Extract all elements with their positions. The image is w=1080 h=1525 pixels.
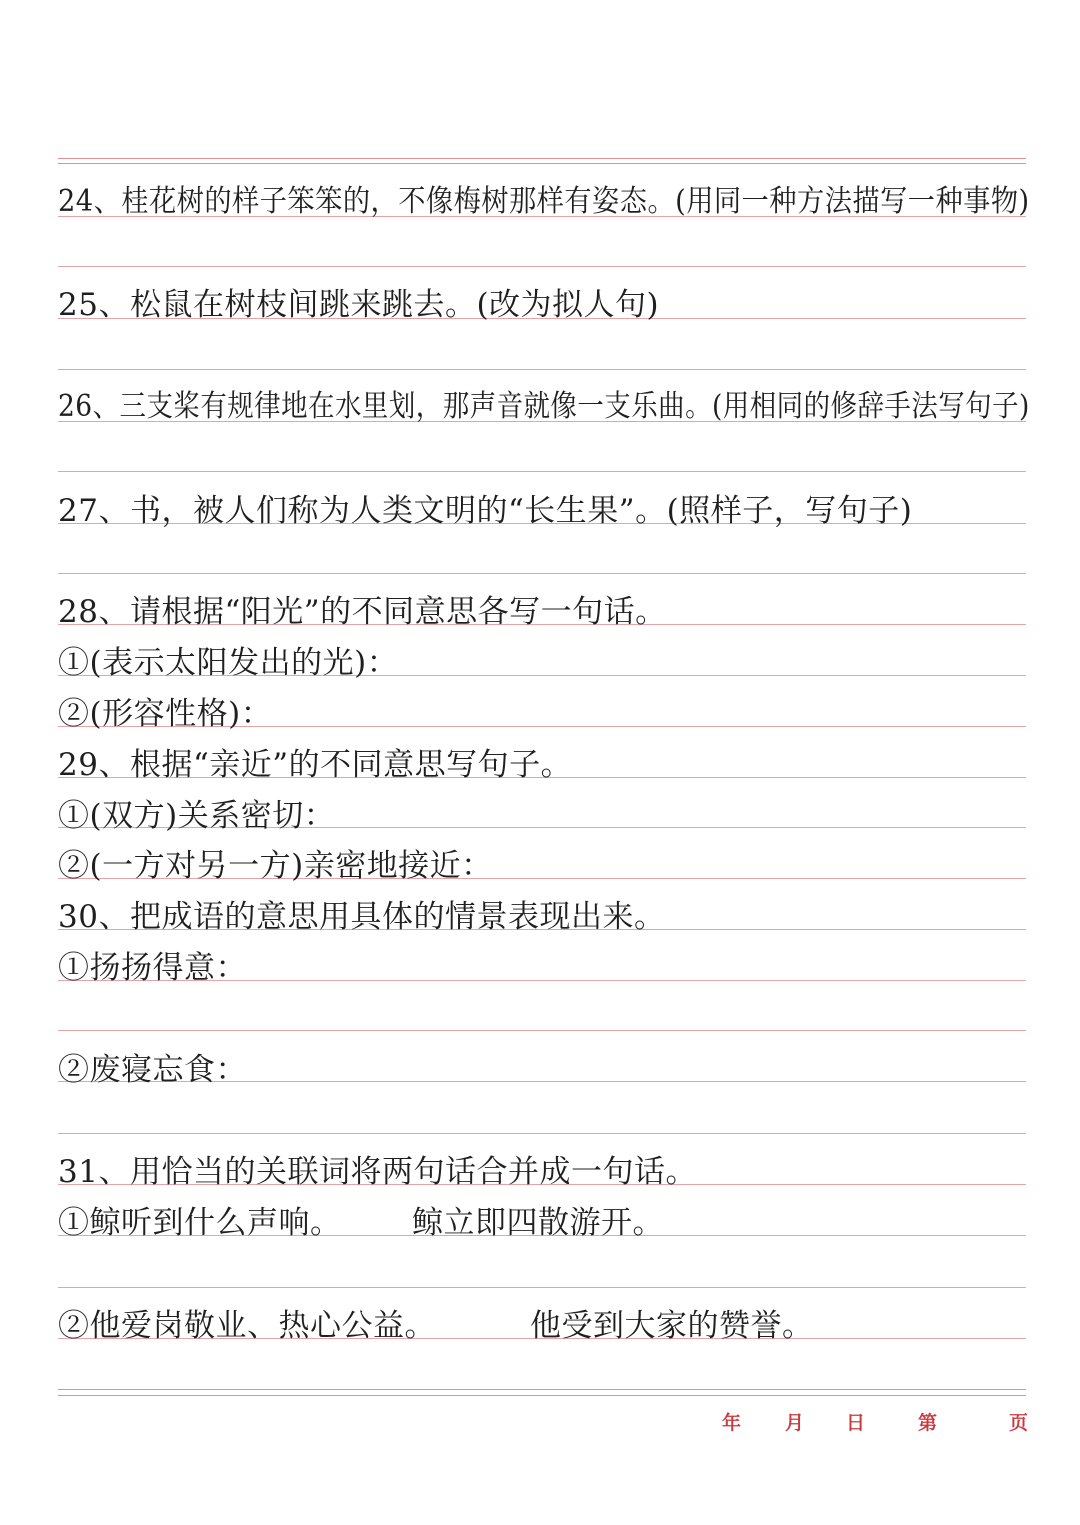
question-31-option-1-part-2: 鲸立即四散游开。 [412,1205,664,1241]
question-31-option-2-part-1: ②他爱岗敬业、热心公益。 [58,1308,436,1344]
ruled-line [58,266,1026,267]
ruled-line [58,1030,1026,1031]
question-30-option-2: ②废寝忘食： [58,1052,247,1088]
header-rule-top [58,158,1026,159]
ruled-line [58,369,1026,370]
footer-month: 月 [785,1412,805,1434]
question-31: 31、用恰当的关联词将两句话合并成一句话。 [58,1154,697,1190]
question-24: 24、桂花树的样子笨笨的，不像梅树那样有姿态。(用同一种方法描写一种事物) [58,184,1030,219]
question-30: 30、把成语的意思用具体的情景表现出来。 [58,899,666,935]
footer-rule-bottom [58,1395,1026,1396]
footer-rule-top [58,1389,1026,1390]
question-29-option-1: ①(双方)关系密切： [58,798,336,834]
question-28-option-2: ②(形容性格)： [58,696,273,732]
question-29-option-2: ②(一方对另一方)亲密地接近： [58,848,493,884]
ruled-line [58,471,1026,472]
question-27: 27、书，被人们称为人类文明的“长生果”。(照样子，写句子) [58,493,913,529]
question-25: 25、松鼠在树枝间跳来跳去。(改为拟人句) [58,287,660,323]
ruled-line [58,1133,1026,1134]
question-31-option-2-part-2: 他受到大家的赞誉。 [530,1308,814,1344]
header-rule-bottom [58,163,1026,164]
footer-di: 第 [918,1412,938,1434]
question-28-option-1: ①(表示太阳发出的光)： [58,645,399,681]
question-31-option-1-part-1: ①鲸听到什么声响。 [58,1205,342,1241]
question-28: 28、请根据“阳光”的不同意思各写一句话。 [58,594,667,630]
question-26: 26、三支桨有规律地在水里划，那声音就像一支乐曲。(用相同的修辞手法写句子) [58,389,1030,424]
question-30-option-1: ①扬扬得意： [58,950,247,986]
ruled-line [58,1287,1026,1288]
footer-year: 年 [722,1412,742,1434]
question-29: 29、根据“亲近”的不同意思写句子。 [58,747,573,783]
ruled-line [58,573,1026,574]
footer-page: 页 [1009,1412,1029,1434]
footer-day: 日 [846,1412,866,1434]
